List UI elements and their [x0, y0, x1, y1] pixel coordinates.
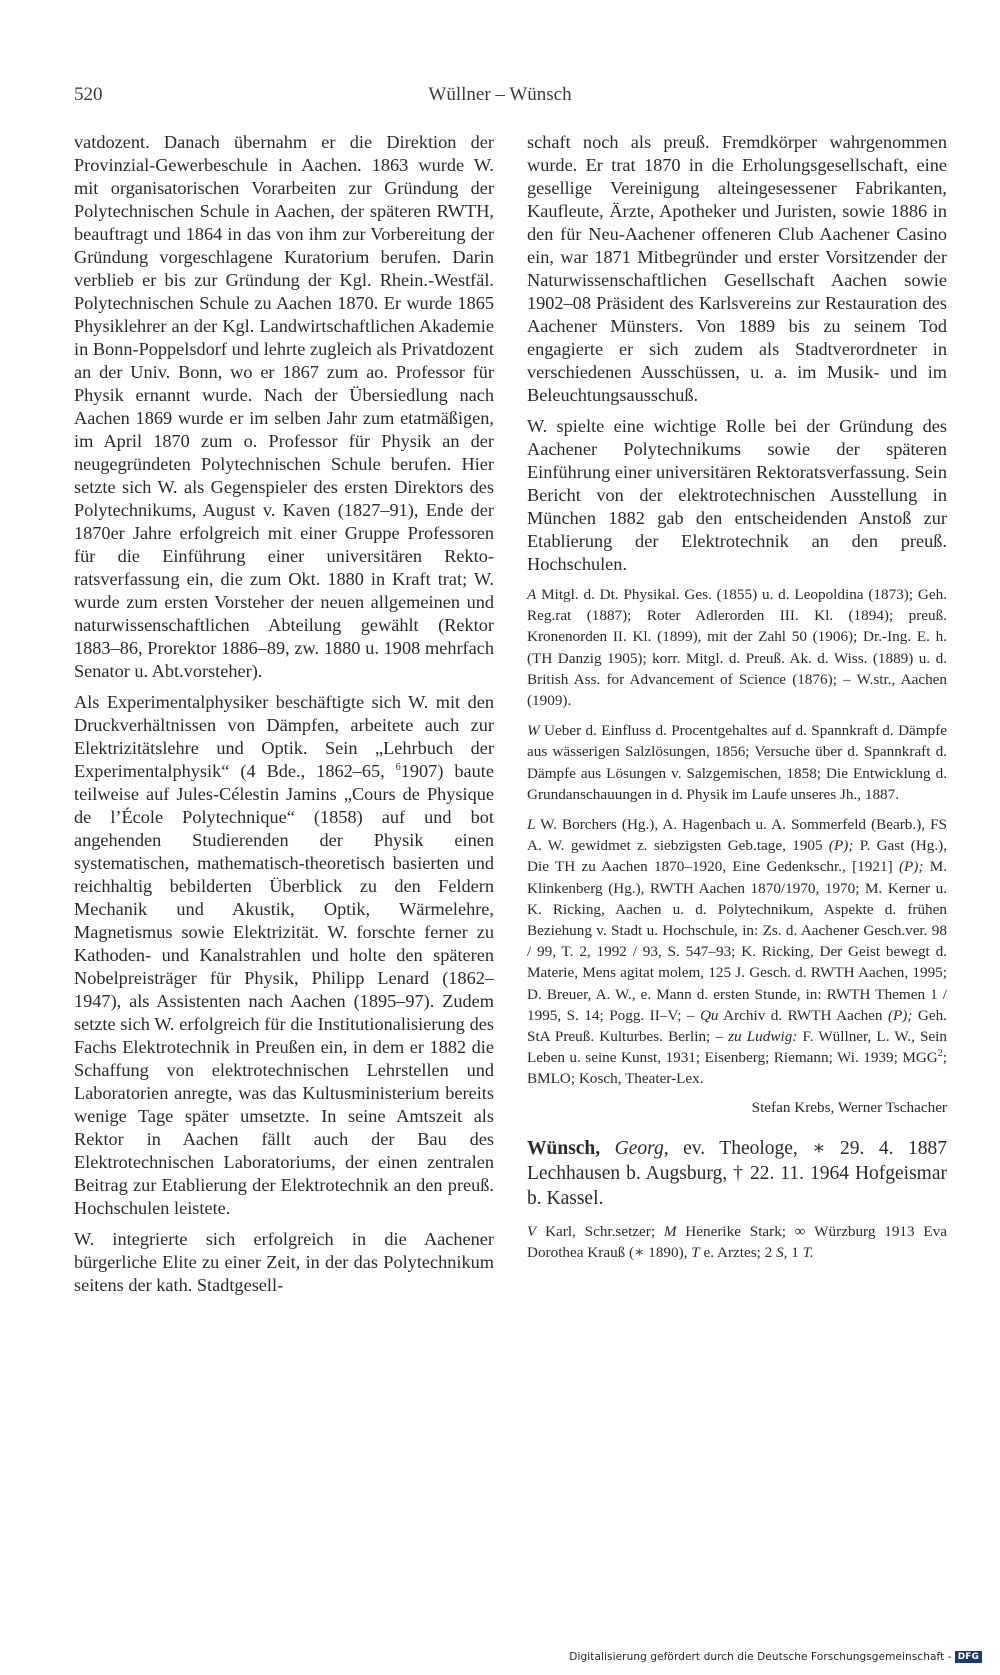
- literature-text-7: ; BMLO; Kosch, Theater-Lex.: [527, 1049, 947, 1088]
- paragraph-role: W. spielte eine wichtige Rolle bei der Gründung des Aachener Polytechnikums sowie der späteren Einführung einer universitären Rektoratsverfassung. Sein Bericht von der elektrotechnischen Ausstellung in München 1882 gab den entscheidenden Anstoß zur Etablierung der Elektrotechnik an den preuß. Hochschulen.: [527, 416, 947, 574]
- family-section: [527, 1221, 947, 1263]
- awards-section: [527, 584, 947, 711]
- research-text-b: 1907) baute teilweise auf Jules-Célestin Jamins „Cours de Physique de l’École Polytechnique“ (1858) auf und bot angehenden Studierenden der Physik einen systematischen, mathematisch-theoretisch basierten und reichhaltig bebilderten Überblick zu den Feldern Mechanik und Akustik, Optik, Wärmelehre, Magnetismus sowie Elektrizität. W. forschte ferner zu Kathoden- und Kanalstrahlen und holte den späteren Nobelpreisträger für Physik, Philipp Lenard (1862–1947), als Assistenten nach Aachen (1895–97). Zudem setzte sich W. erfolgreich für die Institutionalisierung des Fachs Elektrotechnik in Preußen ein, in dem er 1882 die Schaffung von elektrotechnischen Lehrstellen und Laboratorien anregte, was das Kultusministerium bereits wenige Tage später umsetzte. In seine Amtszeit als Rektor in Aachen fällt auch der Bau des Elektrotechnischen Laboratoriums, der einen zentralen Beitrag zur Etablierung der Elektrotechnik an den preuß. Hochschulen leistete.: [74, 761, 494, 1218]
- entry-given-name: Georg,: [614, 1137, 669, 1159]
- left-column: [74, 131, 494, 1305]
- daughter-label-2: T.: [802, 1243, 814, 1261]
- paragraph-society: W. integrierte sich erfolgreich in die Aachener bürgerliche Elite zu einer Zeit, in der das Polytechnikum seitens der kath. Stadtgesell-: [74, 1229, 494, 1295]
- entry-heading: [527, 1136, 947, 1211]
- family-text-2: Henerike Stark; ∞ Würzburg 1913 Eva Dorothea Krauß (∗ 1890),: [527, 1222, 947, 1261]
- literature-text-5: Geh. StA Preuß. Kulturbes. Berlin; –: [527, 1006, 947, 1046]
- literature-section: [527, 814, 947, 1090]
- edition-superscript: 6: [395, 761, 401, 773]
- literature-text-6: F. Wüllner, L. W., Sein Leben u. seine Kunst, 1931; Eisenberg; Riemann; Wi. 1939; MGG: [527, 1028, 947, 1067]
- family-text-1: Karl, Schr.setzer;: [536, 1222, 664, 1240]
- literature-text-4: Archiv d. RWTH Aachen: [718, 1006, 888, 1024]
- right-column: [527, 131, 947, 1272]
- page-number: 520: [74, 84, 103, 105]
- dfg-logo: DFG: [955, 1651, 982, 1663]
- mother-label: M: [663, 1222, 677, 1240]
- literature-label: L: [527, 816, 536, 834]
- running-head: Wüllner – Wünsch: [428, 84, 572, 105]
- digitization-footer: [569, 1651, 982, 1663]
- footer-text: Digitalisierung gefördert durch die Deutsche Forschungsgemeinschaft -: [569, 1651, 952, 1663]
- research-text-a: Als Experimentalphysiker beschäftigte sich W. mit den Druckverhältnissen von Dämpfen, arbeitete auch zur Elektrizitätslehre und Optik. Sein „Lehrbuch der Experimentalphysik“ (4 Bde., 1862–65,: [74, 692, 494, 781]
- works-section: [527, 720, 947, 805]
- portrait-mark: (P);: [828, 837, 854, 855]
- family-text-3: e. Arztes; 2: [699, 1243, 777, 1261]
- son-label: S,: [776, 1243, 788, 1261]
- sources-label: Qu: [699, 1006, 719, 1024]
- literature-text-2: P. Gast (Hg.), Die TH zu Aachen 1870–1920, Eine Gedenkschr., [1921]: [527, 837, 947, 876]
- paragraph-career: vatdozent. Danach übernahm er die Direktion der Provinzial-Gewerbeschule in Aachen. 1863 wurde W. mit organisatorischen Vorarbeiten zur Gründung der Polytechnischen Schule in Aachen, der späteren RWTH, beauftragt und 1864 in das von ihm zur Vorbereitung der Gründung vorgeschlagene Kuratorium berufen. Darin verblieb er bis zur Gründung der Kgl. Rhein.-Westfäl. Polytechnischen Schule zu Aachen 1870. Er wurde 1865 Physiklehrer an der Kgl. Landwirtschaftlichen Akademie in Bonn-Poppelsdorf und lehrte zugleich als Privatdozent an der Univ. Bonn, wo er 1867 zum ao. Professor für Physik ernannt wurde. Nach der Übersiedlung nach Aachen 1869 wurde er im selben Jahr zum etatmäßigen, im April 1870 zum o. Professor für Physik an der neugegründeten Polytechnischen Schule berufen. Hier setzte sich W. als Gegenspieler des ersten Direktors des Polytechnikums, August v. Kaven (1827–91), Ende der 1870er Jahre erfolgreich mit einer Gruppe Professoren für die Einführung einer universitären Rektoratsverfassung ein, die zum Okt. 1880 in Kraft trat; W. wurde zum ersten Vorsteher der neuen allgemeinen und naturwissenschaftlichen Abteilung gewählt (Rektor 1883–86, Prorektor 1886–89, zw. 1880 u. 1908 mehrfach Senator u. Abt.vorsteher).: [74, 132, 494, 681]
- author-signature: Stefan Krebs, Werner Tschacher: [751, 1098, 947, 1116]
- paragraph-society-cont: schaft noch als preuß. Fremdkörper wahrgenommen wurde. Er trat 1870 in die Erholungsgesellschaft, eine gesellige Vereinigung alteingesessener Fabrikanten, Kaufleute, Ärzte, Apotheker und Juristen, sowie 1886 in den für Neu-Aachener offeneren Club Aachener Casino ein, war 1871 Mitbegründer und erster Vorsitzender der Naturwissenschaftlichen Gesellschaft Aachen sowie 1902–08 Präsident des Karlsvereins zur Restauration des Aachener Münsters. Von 1889 bis zu seinem Tod engagierte er sich zudem als Stadtverordneter in verschiedenen Ausschüssen, u. a. im Musik- und im Beleuchtungsausschuß.: [527, 132, 947, 405]
- literature-text-1: W. Borchers (Hg.), A. Hagenbach u. A. Sommerfeld (Bearb.), FS A. W. gewidmet z. siebzigsten Geb.tage, 1905: [527, 816, 947, 855]
- family-text-4: 1: [787, 1243, 803, 1261]
- works-label: W: [527, 722, 540, 740]
- awards-label: A: [527, 586, 537, 603]
- paragraph-research: [74, 691, 494, 1220]
- daughter-label: T: [691, 1243, 700, 1261]
- related-label: zu Ludwig:: [728, 1028, 798, 1046]
- portrait-mark: (P);: [887, 1006, 913, 1024]
- literature-text-3: M. Klinkenberg (Hg.), RWTH Aachen 1870/1970, 1970; M. Kerner u. K. Ricking, Aachen u. d. Polytechnikum, Aspekte d. frühen Beziehung v. Stadt u. Hochschule, in: Zs. d. Aachener Gesch.ver. 98 / 99, T. 2, 1992 / 93, S. 547–93; K. Ricking, Der Geist bewegt d. Materie, Mens agitat molem, 125 J. Gesch. d. RWTH Aachen, 1995; D. Breuer, A. W., e. Mann d. ersten Stunde, in: RWTH Themen 1 / 1995, S. 14; Pogg. II–V; –: [527, 858, 947, 1024]
- awards-text: Mitgl. d. Dt. Physikal. Ges. (1855) u. d. Leopoldina (1873); Geh. Reg.rat (1887); Roter Adlerorden III. Kl. (1894); preuß. Kronenorden II. Kl. (1899), mit der Zahl 50 (1906); Dr.-Ing. E. h. (TH Danzig 1905); korr. Mitgl. d. Preuß. Ak. d. Wiss. (1889) u. d. British Ass. for Advancement of Science (1876); – W.str., Aachen (1909).: [527, 586, 947, 710]
- works-text: Ueber d. Einfluss d. Procentgehaltes auf d. Spannkraft d. Dämpfe aus wässerigen Salzlösungen, 1856; Versuche über d. Spannkraft d. Dämpfe aus Lösungen v. Salzgemischen, 1858; Die Entwicklung d. Grundanschauungen in d. Physik im Laufe unseres Jh., 1887.: [527, 722, 947, 803]
- portrait-mark: (P);: [898, 858, 924, 876]
- entry-details: ev. Theologe, ∗ 29. 4. 1887 Lechhausen b. Augsburg, † 22. 11. 1964 Hofgeismar b. Kassel.: [527, 1137, 948, 1209]
- father-label: V: [527, 1222, 537, 1240]
- entry-name: Wünsch,: [527, 1137, 601, 1159]
- mgg-superscript: 2: [937, 1048, 943, 1060]
